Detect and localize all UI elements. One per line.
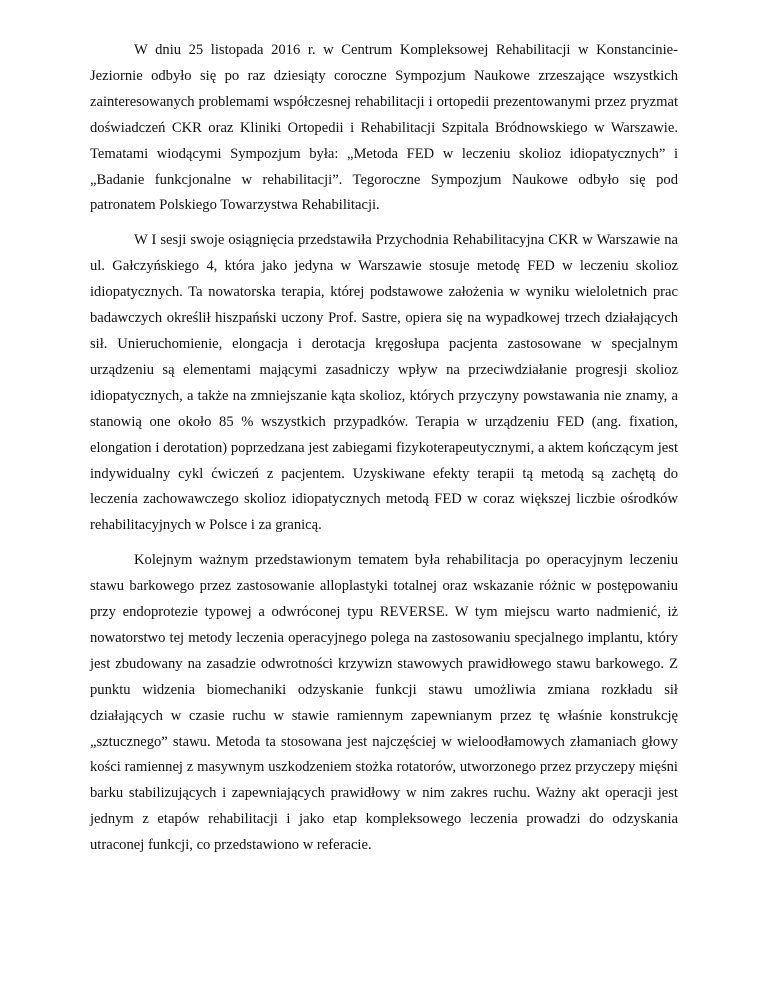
paragraph-fed-method: W I sesji swoje osiągnięcia przedstawiła Przychodnia Rehabilitacyjna CKR w Warszawie na ul. Gałczyńskiego 4, która jako jedyna w Warszawie stosuje metodę FED w leczeniu skolioz idiopatycznych. Ta nowatorska terapia, której podstawowe założenia w wyniku wieloletnich prac badawczych określił hiszpański uczony Prof. Sastre, opiera się na wypadkowej trzech działających sił. Unieruchomienie, elongacja i derotacja kręgosłupa pacjenta zastosowane w specjalnym urządzeniu są elementami mającymi zasadniczy wpływ na przeciwdziałanie progresji skolioz idiopatycznych, a także na zmniejszanie kąta skolioz, których przyczyny powstawania nie znamy, a stanowią one około 85 % wszystkich przypadków. Terapia w urządzeniu FED (ang. fixation, elongation i derotation) poprzedzana jest zabiegami fizykoterapeutycznymi, a aktem kończącym jest indywidualny cykl ćwiczeń z pacjentem. Uzyskiwane efekty terapii tą metodą są zachętą do leczenia zachowawczego skolioz idiopatycznych metodą FED w coraz większej liczbie ośrodków rehabilitacyjnych w Polsce i za granicą. bbox=[90, 232, 678, 534]
paragraph-shoulder-rehabilitation: Kolejnym ważnym przedstawionym tematem była rehabilitacja po operacyjnym leczeniu stawu barkowego przez zastosowanie alloplastyki totalnej oraz wskazanie różnic w postępowaniu przy endoprotezie typowej a odwróconej typu REVERSE. W tym miejscu warto nadmienić, iż nowatorstwo tej metody leczenia operacyjnego polega na zastosowaniu specjalnego implantu, który jest zbudowany na zasadzie odwrotności krzywizn stawowych prawidłowego stawu barkowego. Z punktu widzenia biomechaniki odzyskanie funkcji stawu umożliwia zmiana rozkładu sił działających w czasie ruchu w stawie ramiennym zapewnianym przez tę właśnie konstrukcję „sztucznego” stawu. Metoda ta stosowana jest najczęściej w wieloodłamowych złamaniach głowy kości ramiennej z masywnym uszkodzeniem stożka rotatorów, utworzonego przez przyczepy mięśni barku stabilizujących i zapewniających prawidłowy w nim zakres ruchu. Ważny akt operacji jest jednym z etapów rehabilitacji i jako etap kompleksowego leczenia prowadzi do odzyskania utraconej funkcji, co przedstawiono w referacie. bbox=[90, 552, 678, 854]
paragraph-symposium-intro: W dniu 25 listopada 2016 r. w Centrum Kompleksowej Rehabilitacji w Konstancinie- Jeziornie odbyło się po raz dziesiąty coroczne Sympozjum Naukowe zrzeszające wszystkich zainteresowanych problemami współczesnej rehabilitacji i ortopedii prezentowanymi przez pryzmat doświadczeń CKR oraz Kliniki Ortopedii i Rehabilitacji Szpitala Bródnowskiego w Warszawie. Tematami wiodącymi Sympozjum była: „Metoda FED w leczeniu skolioz idiopatycznych” i „Badanie funkcjonalne w rehabilitacji”. Tegoroczne Sympozjum Naukowe odbyło się pod patronatem Polskiego Towarzystwa Rehabilitacji. bbox=[90, 42, 678, 214]
document-page bbox=[90, 38, 678, 868]
